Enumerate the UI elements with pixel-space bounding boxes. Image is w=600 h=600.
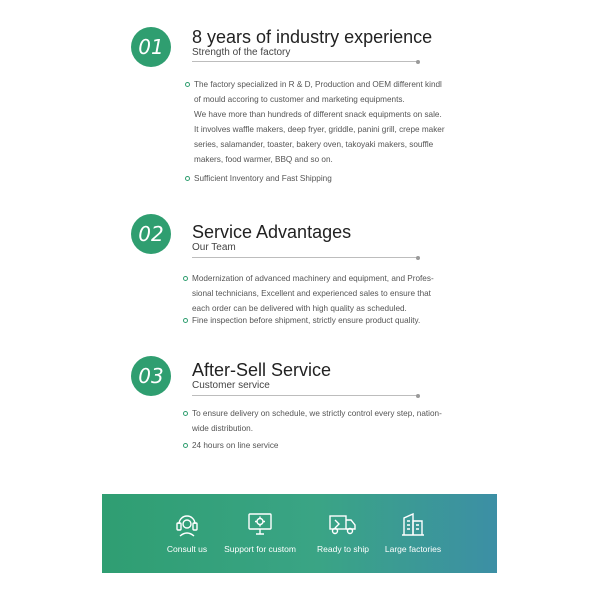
bullet-item: [194, 171, 474, 186]
section-title: After-Sell Service: [192, 360, 332, 380]
feature-label: Large factories: [384, 544, 442, 554]
section-subtitle: Strength of the factory: [192, 47, 291, 58]
bullet-dot-icon: [183, 411, 188, 416]
bullet-item: [194, 77, 474, 167]
bullet-dot-icon: [183, 318, 188, 323]
section-divider: [192, 61, 418, 62]
section-title: Service Advantages: [192, 222, 352, 242]
bullet-item: [192, 438, 472, 453]
bullet-dot-icon: [185, 176, 190, 181]
section-subtitle: Our Team: [192, 242, 236, 253]
bullet-line: series, salamander, toaster, bakery oven, takoyaki makers, souffle: [194, 140, 434, 149]
bullet-item: [192, 406, 472, 436]
bullet-line: makers, food warmer, BBQ and so on.: [194, 155, 333, 164]
bullet-dot-icon: [183, 443, 188, 448]
section-title: 8 years of industry experience: [192, 27, 433, 47]
section-number-badge: 02: [131, 214, 171, 254]
section-number-badge: 03: [131, 356, 171, 396]
feature-support-for-custom[interactable]: [215, 510, 305, 554]
feature-label: Support for custom: [224, 544, 296, 554]
section-subtitle: Customer service: [192, 380, 270, 391]
feature-label: Consult us: [166, 544, 208, 554]
delivery-truck-icon: [328, 510, 358, 538]
feature-bar: [102, 494, 497, 573]
bullet-line: each order can be delivered with high quality as scheduled.: [192, 304, 407, 313]
section-divider: [192, 257, 418, 258]
bullet-line: 24 hours on line service: [192, 441, 279, 450]
bullet-line: We have more than hundreds of different snack equipments on sale.: [194, 110, 442, 119]
bullet-line: wide distribution.: [192, 424, 253, 433]
bullet-line: sional technicians, Excellent and experienced sales to ensure that: [192, 289, 431, 298]
bullet-line: To ensure delivery on schedule, we strictly control every step, nation-: [192, 409, 442, 418]
bullet-line: Modernization of advanced machinery and equipment, and Profes-: [192, 274, 434, 283]
bullet-line: Fine inspection before shipment, strictly ensure product quality.: [192, 316, 421, 325]
bullet-dot-icon: [185, 82, 190, 87]
section-number-badge: 01: [131, 27, 171, 67]
bullet-line: Sufficient Inventory and Fast Shipping: [194, 174, 332, 183]
feature-large-factories[interactable]: [368, 510, 458, 554]
bullet-item: [192, 271, 472, 316]
bullet-item: [192, 313, 472, 328]
headset-icon: [173, 510, 201, 538]
feature-label: Ready to ship: [317, 544, 369, 554]
section-divider: [192, 395, 418, 396]
bullet-line: of mould accoring to customer and marketing equipments.: [194, 95, 405, 104]
bullet-line: The factory specialized in R & D, Production and OEM different kindl: [194, 80, 442, 89]
bullet-line: It involves waffle makers, deep fryer, griddle, panini grill, crepe maker: [194, 125, 445, 134]
factory-building-icon: [399, 510, 427, 538]
bullet-dot-icon: [183, 276, 188, 281]
monitor-settings-icon: [246, 510, 274, 538]
